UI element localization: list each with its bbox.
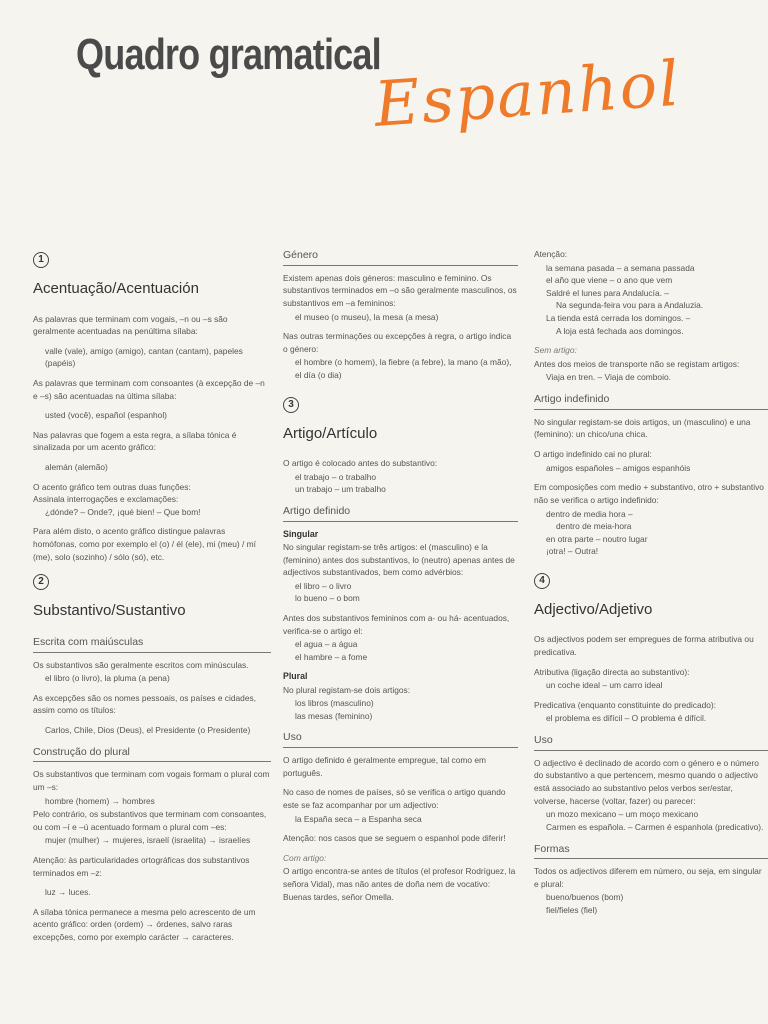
paragraph: O acento gráfico tem outras duas funções: <box>33 481 191 492</box>
example: el hombre (o homem), la fiebre (a febre), la mano (a mão), <box>295 357 512 368</box>
example: el día (o dia) <box>295 370 342 381</box>
example: lo bueno – o bom <box>295 593 360 604</box>
paragraph: No singular registam-se dois artigos, un (masculino) e una (feminino): un chico/una chica. <box>534 416 751 440</box>
example: usted (você), español (espanhol) <box>45 410 167 421</box>
example: un trabajo – um trabalho <box>295 484 386 495</box>
paragraph: Assinala interrogações e exclamações: <box>33 494 179 505</box>
paragraph: Os adjectivos podem ser empregues de forma atributiva ou predicativa. <box>534 634 754 658</box>
example: luz → luces. <box>45 887 91 898</box>
example: el libro (o livro), la pluma (a pena) <box>45 673 170 684</box>
example: A loja está fechada aos domingos. <box>556 325 684 336</box>
section-number-4: 4 <box>534 573 550 589</box>
subheading-artigo-definido: Artigo definido <box>283 504 518 522</box>
section-number-2: 2 <box>33 574 49 590</box>
section-title-articulo: Artigo/Artículo <box>283 424 378 442</box>
example: dentro de media hora – <box>546 508 633 519</box>
paragraph: Todos os adjectivos diferem em número, ou seja, em singular e plural: <box>534 866 762 889</box>
paragraph: O artigo encontra-se antes de títulos (el profesor Rodríguez, la señora Vidal), mas não antes de doña nem de vocativo: Buenas tardes, señor Omella. <box>283 866 516 902</box>
label-com-artigo: Com artigo: <box>283 852 327 863</box>
example: mujer (mulher) → mujeres, israelí (israelita) → israelíes <box>45 835 251 846</box>
paragraph: Atributiva (ligação directa ao substantivo): <box>534 666 690 677</box>
label-sem-artigo: Sem artigo: <box>534 345 577 356</box>
paragraph: Antes dos meios de transporte não se registam artigos: <box>534 358 740 369</box>
example: bueno/buenos (bom) <box>546 892 624 903</box>
subheading-uso: Uso <box>283 730 518 748</box>
example: dentro de meia-hora <box>556 521 632 532</box>
label-atencao: Atenção: <box>534 249 568 259</box>
example: Carlos, Chile, Dios (Deus), el Presidente (o Presidente) <box>45 724 251 735</box>
paragraph: Pelo contrário, os substantivos que terminam com consoantes, ou com –í e –ú acentuado formam o plural com –es: <box>33 809 267 832</box>
subheading-formas: Formas <box>534 842 768 860</box>
example: en otra parte – noutro lugar <box>546 533 648 544</box>
label-singular: Singular <box>283 528 319 539</box>
subheading-escrita: Escrita com maiúsculas <box>33 635 271 653</box>
paragraph: As excepções são os nomes pessoais, os países e cidades, assim como os títulos: <box>33 692 256 716</box>
paragraph: As palavras que terminam com consoantes (à excepção de –n e –s) são acentuadas na última sílaba: <box>33 377 265 401</box>
paragraph: A sílaba tónica permanece a mesma pelo acrescento de um acento gráfico: orden (ordem) → órdenes, salvo raras excepções, como por exemplo carácter → caracteres. <box>33 906 256 942</box>
example: el agua – a água <box>295 639 358 650</box>
column-1 <box>33 248 271 951</box>
paragraph: Predicativa (enquanto constituinte do predicado): <box>534 699 717 710</box>
paragraph: Nas outras terminações ou excepções à regra, o artigo indica o género: <box>283 331 512 354</box>
paragraph: O artigo definido é geralmente empregue, tal como em português. <box>283 755 486 778</box>
example: la España seca – a Espanha seca <box>295 813 422 824</box>
example: un coche ideal – um carro ideal <box>546 680 663 691</box>
label-plural: Plural <box>283 671 308 682</box>
paragraph: Os substantivos são geralmente escritos com minúsculas. <box>33 659 249 670</box>
example: el problema es difícil – O problema é difícil. <box>546 713 707 724</box>
example: La tienda está cerrada los domingos. – <box>546 313 691 324</box>
example: Carmen es española. – Carmen é espanhola (predicativo). <box>546 821 764 832</box>
paragraph: No plural registam-se dois artigos: <box>283 684 411 695</box>
section-number-1: 1 <box>33 252 49 268</box>
paragraph: O adjectivo é declinado de acordo com o género e o número do substantivo a que pertencem, mesmo quando o adjectivo está associado ao substantivo pelos verbos ser/estar, volverse, hacerse (voltar, fazer) ou parecer: <box>534 757 759 806</box>
paragraph: As palavras que terminam com vogais, –n ou –s são geralmente acentuadas na penúltima sílaba: <box>33 313 228 337</box>
example: los libros (masculino) <box>295 698 374 709</box>
example: Na segunda-feira vou para a Andaluzia. <box>556 300 704 311</box>
example: las mesas (feminino) <box>295 710 373 721</box>
example: fiel/fieles (fiel) <box>546 905 598 916</box>
paragraph: Antes dos substantivos femininos com a- ou há- acentuados, verifica-se o artigo el: <box>283 612 510 636</box>
section-title-acentuacion: Acentuação/Acentuación <box>33 280 199 297</box>
example: la semana pasada – a semana passada <box>546 262 695 273</box>
subheading-plural: Construção do plural <box>33 745 271 763</box>
example: el museo (o museu), la mesa (a mesa) <box>295 311 439 322</box>
example: Saldré el lunes para Andalucía. – <box>546 287 669 298</box>
section-title-adjetivo: Adjectivo/Adjetivo <box>534 600 653 618</box>
example: el año que viene – o ano que vem <box>546 275 673 286</box>
paragraph: No singular registam-se três artigos: el (masculino) e la (feminino) antes dos substantivos, lo (neutro) apenas antes de adjectivos substantivados, bem como advérbios: <box>283 541 515 578</box>
example: alemán (alemão) <box>45 461 108 472</box>
example: amigos españoles – amigos espanhóis <box>546 462 691 473</box>
example: valle (vale), amigo (amigo), cantan (cantam), papeles (papéis) <box>45 345 243 369</box>
paragraph: Em composições com medio + substantivo, otro + substantivo não se verifica o artigo indefinido: <box>534 482 764 505</box>
subheading-artigo-indefinido: Artigo indefinido <box>534 392 768 410</box>
page-subtitle-script: Espanhol <box>372 46 684 141</box>
paragraph: Nas palavras que fogem a esta regra, a sílaba tónica é sinalizada por um acento gráfico: <box>33 429 237 453</box>
page-title: Quadro gramatical <box>76 30 381 79</box>
example: un mozo mexicano – um moço mexicano <box>546 809 699 820</box>
example: hombre (homem) → hombres <box>45 795 155 806</box>
paragraph: Existem apenas dois géneros: masculino e feminino. Os substantivos terminados em –o são geralmente masculinos, os substantivos em –a femininos: <box>283 272 517 308</box>
example: el libro – o livro <box>295 580 352 591</box>
section-number-3: 3 <box>283 397 299 413</box>
example: Viaja en tren. – Viaja de comboio. <box>546 372 671 383</box>
paragraph: Para além disto, o acento gráfico distingue palavras homófonas, como por exemplo el (o) / él (ele), mi (meu) / mí (me), solo (sozinho) / sólo (só), etc. <box>33 526 256 562</box>
paragraph: O artigo indefinido cai no plural: <box>534 449 652 460</box>
column-2 <box>283 248 518 910</box>
section-title-sustantivo: Substantivo/Sustantivo <box>33 602 186 620</box>
example: ¡otra! – Outra! <box>546 546 599 557</box>
example: ¿dónde? – Onde?, ¡qué bien! – Que bom! <box>45 506 201 517</box>
example: el hambre – a fome <box>295 651 368 662</box>
subheading-genero: Género <box>283 248 518 266</box>
paragraph: O artigo é colocado antes do substantivo: <box>283 458 438 469</box>
paragraph: No caso de nomes de países, só se verifica o artigo quando este se faz acompanhar por um adjectivo: <box>283 787 506 810</box>
column-3 <box>534 248 768 924</box>
paragraph: Os substantivos que terminam com vogais formam o plural com um –s: <box>33 769 270 792</box>
paragraph: Atenção: nos casos que se seguem o espanhol pode diferir! <box>283 833 506 844</box>
subheading-uso-adjetivo: Uso <box>534 733 768 751</box>
example: el trabajo – o trabalho <box>295 471 377 482</box>
paragraph: Atenção: às particularidades ortográficas dos substantivos terminados em –z: <box>33 854 250 878</box>
